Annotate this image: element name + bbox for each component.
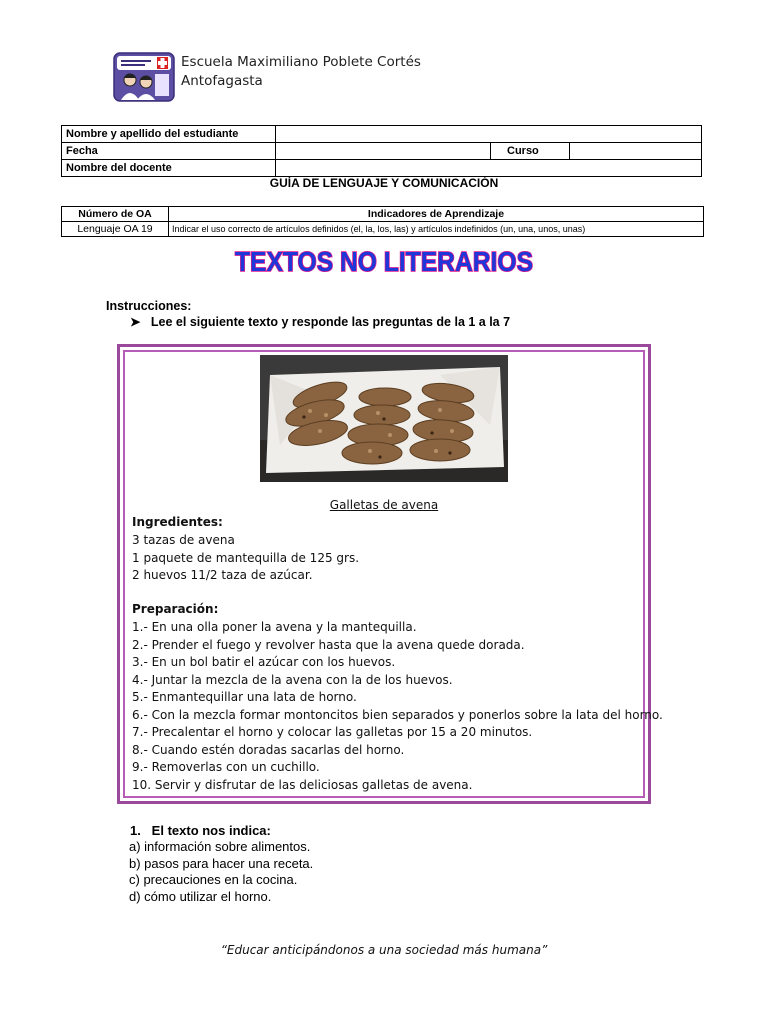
date-field[interactable]	[276, 143, 491, 160]
list-item: 7.- Precalentar el horno y colocar las galletas por 15 a 20 minutos.	[132, 725, 533, 739]
school-logo	[113, 52, 175, 102]
ingredients-list	[132, 532, 359, 585]
table-row	[62, 143, 702, 160]
answer-option-c[interactable]: c) precauciones en la cocina.	[129, 872, 298, 888]
list-item: 2.- Prender el fuego y revolver hasta que la avena quede dorada.	[132, 637, 525, 652]
learning-objectives-table	[61, 206, 704, 237]
instruction-text: Lee el siguiente texto y responde las preguntas de la 1 a la 7	[150, 315, 511, 329]
preparation-heading: Preparación:	[132, 602, 219, 616]
table-row	[62, 160, 702, 177]
table-row	[62, 222, 704, 237]
list-item: 2 huevos 11/2 taza de azúcar.	[132, 568, 313, 583]
school-motto: “Educar anticipándonos a una sociedad más humana”	[220, 943, 548, 957]
teacher-label: Nombre del docente	[62, 160, 276, 177]
course-field[interactable]	[570, 143, 702, 160]
oa-number-header: Número de OA	[62, 207, 169, 222]
recipe-title: Galletas de avena	[329, 498, 439, 512]
instruction-item	[130, 314, 510, 329]
list-item: 3 tazas de avena	[132, 533, 235, 547]
preparation-steps	[132, 619, 663, 794]
question-1-options	[129, 839, 313, 906]
table-row	[62, 126, 702, 143]
cookies-photo	[260, 355, 508, 482]
list-item: 5.- Enmantequillar una lata de horno.	[132, 690, 357, 704]
list-item: 9.- Removerlas con un cuchillo.	[132, 760, 320, 774]
student-name-label: Nombre y apellido del estudiante	[62, 126, 276, 143]
arrow-bullet-icon: ➤	[130, 315, 141, 329]
student-name-field[interactable]	[276, 126, 702, 143]
school-name: Escuela Maximiliano Poblete Cortés	[181, 54, 421, 70]
instructions-label: Instrucciones:	[106, 299, 192, 313]
guide-title: GUÍA DE LENGUAJE Y COMUNICACIÓN	[269, 176, 499, 190]
ingredients-heading: Ingredientes:	[132, 515, 223, 529]
table-header-row	[62, 207, 704, 222]
course-label: Curso	[491, 143, 570, 160]
date-label: Fecha	[62, 143, 276, 160]
list-item: 3.- En un bol batir el azúcar con los huevos.	[132, 655, 396, 669]
oa-code-cell: Lenguaje OA 19	[62, 222, 169, 237]
list-item: 4.- Juntar la mezcla de la avena con la de los huevos.	[132, 672, 453, 687]
answer-option-d[interactable]: d) cómo utilizar el horno.	[129, 889, 272, 905]
list-item: 10. Servir y disfrutar de las deliciosas galletas de avena.	[132, 777, 473, 792]
main-title-wordart	[0, 242, 768, 278]
teacher-field[interactable]	[276, 160, 702, 177]
question-1-title: 1. El texto nos indica:	[130, 823, 271, 838]
indicators-header: Indicadores de Aprendizaje	[169, 207, 704, 222]
answer-option-a[interactable]: a) información sobre alimentos.	[129, 839, 311, 854]
main-title	[0, 242, 768, 283]
student-info-table	[61, 125, 702, 177]
list-item: 1.- En una olla poner la avena y la mantequilla.	[132, 620, 417, 634]
main-title-text: TEXTOS NO LITERARIOS	[235, 246, 533, 277]
list-item: 1 paquete de mantequilla de 125 grs.	[132, 550, 360, 565]
indicator-cell: Indicar el uso correcto de artículos definidos (el, la, los, las) y artículos indefinidos (un, una, unos, unas)	[169, 222, 704, 237]
list-item: 8.- Cuando estén doradas sacarlas del horno.	[132, 742, 405, 757]
answer-option-b[interactable]: b) pasos para hacer una receta.	[129, 855, 314, 871]
list-item: 6.- Con la mezcla formar montoncitos bien separados y ponerlos sobre la lata del horno.	[132, 707, 663, 722]
school-city: Antofagasta	[181, 73, 263, 89]
